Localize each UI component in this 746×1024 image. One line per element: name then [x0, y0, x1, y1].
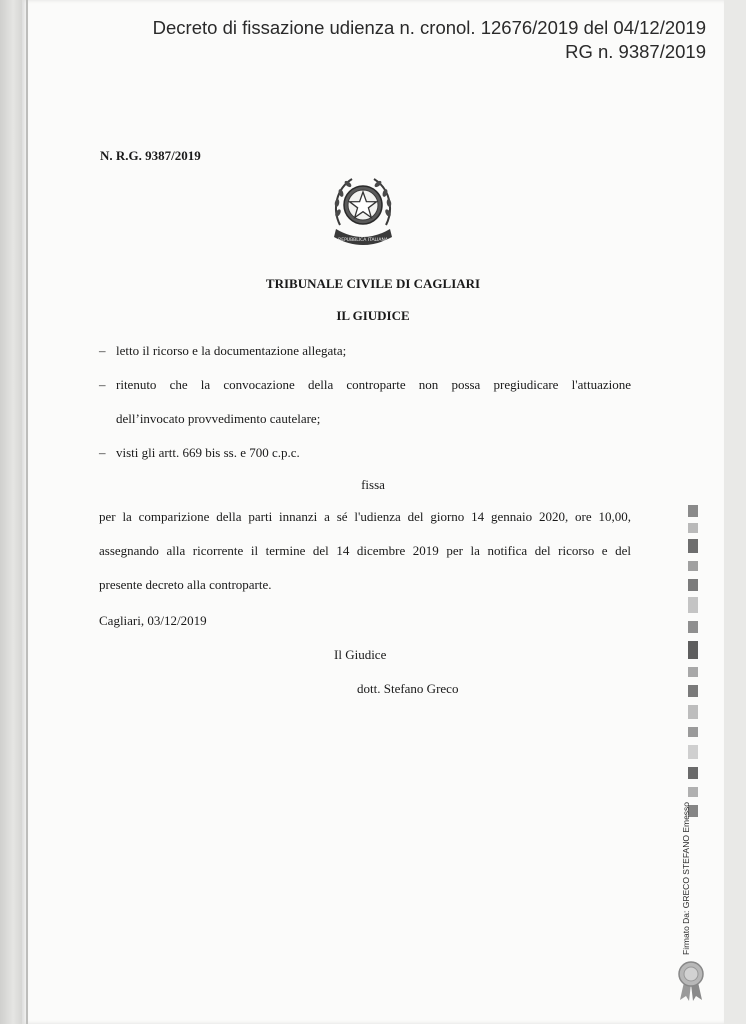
signature-seal-icon: [675, 960, 707, 1002]
signature-title: Il Giudice: [334, 647, 387, 662]
paragraph-line: per la comparizione della parti innanzi a sé l'udienza del giorno 14 gennaio 2020, ore 10,00,: [99, 509, 631, 524]
emblem-ribbon-text: REPUBBLICA ITALIANA: [338, 238, 388, 243]
signed-by-label: Firmato Da: GRECO STEFANO Emesso: [681, 801, 691, 955]
header-rg-line: RG n. 9387/2019: [565, 41, 706, 62]
court-title: TRIBUNALE CIVILE DI CAGLIARI: [265, 276, 481, 291]
rg-number: N. R.G. 9387/2019: [100, 148, 201, 163]
consideration-item: letto il ricorso e la documentazione allegata;: [116, 343, 347, 358]
place-date: Cagliari, 03/12/2019: [99, 613, 207, 628]
redacted-signature-strip: [688, 505, 698, 835]
bullet-dash: –: [99, 343, 106, 358]
paragraph-line: assegnando alla ricorrente il termine del 14 dicembre 2019 per la notifica del ricorso e del: [99, 543, 631, 558]
consideration-item-continued: dell’invocato provvedimento cautelare;: [116, 411, 321, 426]
judge-heading: IL GIUDICE: [336, 308, 410, 323]
decision-word: fissa: [361, 477, 385, 492]
document-header: [153, 16, 706, 64]
consideration-item: ritenuto che la convocazione della controparte non possa pregiudicare l'attuazione: [116, 377, 631, 392]
bullet-dash: –: [99, 377, 106, 392]
consideration-item: visti gli artt. 669 bis ss. e 700 c.p.c.: [116, 445, 300, 460]
book-binding: [0, 0, 22, 1024]
page-edge: [26, 0, 28, 1024]
signature-name: dott. Stefano Greco: [357, 681, 459, 696]
header-decree-line: Decreto di fissazione udienza n. cronol. 12676/2019 del 04/12/2019: [152, 17, 706, 38]
italian-republic-emblem: [330, 173, 396, 249]
paragraph-line: presente decreto alla controparte.: [99, 577, 272, 592]
bullet-dash: –: [99, 445, 106, 460]
